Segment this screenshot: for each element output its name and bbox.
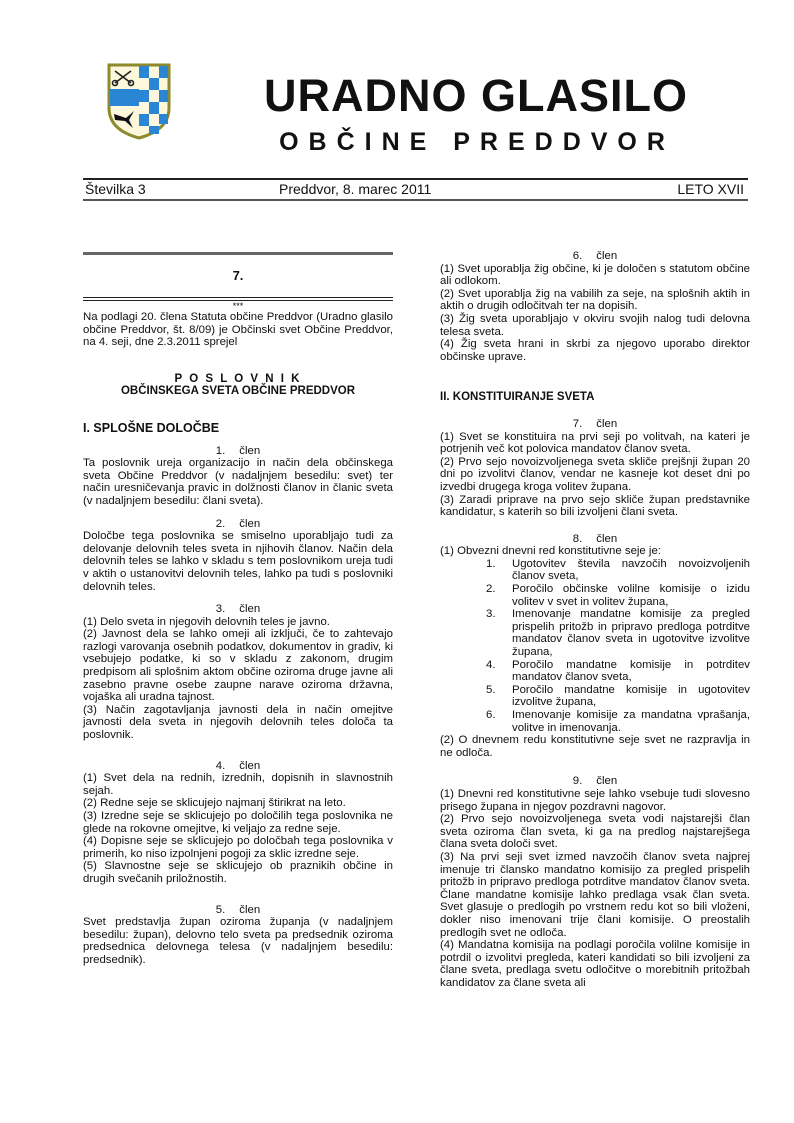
agenda-list — [440, 558, 750, 734]
article-4-para: (1) Svet dela na rednih, izrednih, dopisnih in slavnostnih sejah. — [83, 772, 393, 797]
article-9-para: (1) Dnevni red konstitutivne seje lahko vsebuje tudi slovesno prisego župana in njegov pozdravni nagovor. — [440, 787, 750, 813]
act-number: 7. — [232, 268, 244, 283]
article-2-text: Določbe tega poslovnika se smiselno uporabljajo tudi za delovanje delovnih teles sveta in njihovih članov. Način dela delovnih teles se lahko v skladu s tem poslovnikom ureja tudi v aktih o ustanovitvi delovnih teles, lahko pa tudi s poslovniki delovnih teles. — [83, 530, 393, 593]
article-4-para: (4) Dopisne seje se sklicujejo po določbah tega poslovnika v primerih, ko niso izpolnjeni pogoji za sklic izredne seje. — [83, 835, 393, 860]
article-heading-1: 1. člen — [215, 444, 261, 457]
section-heading-2: II. KONSTITUIRANJE SVETA — [440, 391, 595, 404]
article-4-para: (2) Redne seje se sklicujejo najmanj štirikrat na leto. — [83, 797, 346, 810]
article-9-para: (2) Prvo sejo novoizvoljenega sveta vodi najstarejši član sveta oziroma član sveta, ki ga na predlog najstarejšega člana sveta določi svet. — [440, 813, 750, 851]
agenda-item: 2. Poročilo občinske volilne komisije o izidu volitev v svet in volitev župana, — [486, 583, 750, 608]
article-7-para: (2) Prvo sejo novoizvoljenega sveta skliče prejšnji župan 20 dni po izvolitvi članov, vendar ne kasneje kot deset dni po izvedbi drugega kroga volitev župana. — [440, 455, 750, 493]
article-heading-5: 5. člen — [215, 903, 261, 916]
article-6-para: (4) Žig sveta hrani in skrbi za njegovo uporabo direktor občinske uprave. — [440, 338, 750, 363]
article-heading-4: 4. člen — [215, 759, 261, 772]
article-heading-7: 7. člen — [572, 417, 618, 430]
agenda-item: 1. Ugotovitev števila navzočih novoizvoljenih članov sveta, — [486, 557, 750, 583]
article-4-para: (5) Slavnostne seje se sklicujejo ob praznikih občine in drugih svečanih priložnostih. — [83, 860, 393, 885]
article-heading-6: 6. člen — [572, 250, 618, 262]
right-column — [440, 250, 750, 989]
article-heading-3: 3. člen — [215, 603, 261, 616]
issue-date: Preddvor, 8. marec 2011 — [279, 181, 432, 197]
article-9-para: (3) Na prvi seji svet izmed navzočih članov sveta najprej imenuje tri člansko mandatno komisijo za pregled prispelih pritožb in pripravo predloga potrditve mandatov članov sveta. Člane mandatne komisije lahko predlaga vsak član sveta. Svet glasuje o predlogih po vrstnem redu kot so bili vloženi, dokler niso imenovani trije člani komisije. O preostalih predlogih svet ne odloča. — [440, 850, 750, 939]
article-4-para: (3) Izredne seje se sklicujejo po določilih tega poslovnika ne glede na rokovne omejitve, ki veljajo za redne seje. — [83, 810, 393, 835]
coat-of-arms-logo — [106, 62, 172, 140]
article-3-para: (2) Javnost dela se lahko omeji ali izključi, če to zahtevajo razlogi varovanja osebnih podatkov, dokumentov in gradiv, ki vsebujejo podatke, ki so v skladu z zakonom, drugim predpisom ali splošnim aktom občine oziroma druge javne ali zasebno pravne osebe zaupne narave oziroma državna, vojaška ali uradna tajnost. — [83, 628, 393, 704]
doc-subtitle: OBČINSKEGA SVETA OBČINE PREDDVOR — [120, 385, 356, 398]
article-5-text: Svet predstavlja župan oziroma županja (v nadaljnjem besedilu: župan), delovno telo sveta pa predsednik oziroma predsednica delovnega telesa (v nadaljnjem besedilu: predsednik). — [83, 916, 393, 966]
article-heading-8: 8. člen — [572, 532, 618, 545]
issue-year: LETO XVII — [677, 181, 744, 197]
article-9-para: (4) Mandatna komisija na podlagi poročila volilne komisije in potrdil o izvolitvi pregleda, kateri kandidati so bili izvoljeni za člane sveta, predlaga svetu odločitve o morebitnih pritožbah kandidatov za člane sveta ali — [440, 939, 750, 989]
header-top-rule — [83, 178, 748, 180]
act-rule-1 — [83, 297, 393, 298]
left-column — [83, 301, 393, 967]
article-3-para: (1) Delo sveta in njegovih delovnih teles je javno. — [83, 615, 330, 628]
article-heading-2: 2. člen — [215, 517, 261, 530]
section-heading-1: I. SPLOŠNE DOLOČBE — [83, 420, 220, 435]
act-top-rule — [83, 252, 393, 255]
article-6-para: (2) Svet uporablja žig na vabilih za seje, na splošnih aktih in aktih o drugih odločitvah ter na dopisih. — [440, 287, 750, 313]
preamble: Na podlagi 20. člena Statuta občine Preddvor (Uradno glasilo občine Preddvor, št. 8/09) je Občinski svet Občine Preddvor, na 4. seji, dne 2.3.2011 sprejel — [83, 311, 393, 349]
article-1-text: Ta poslovnik ureja organizacijo in način dela občinskega sveta Občine Preddvor (v nadaljnjem besedilu: svet) ter način uresničevanja pravic in dolžnosti članov in članic sveta (v nadaljnjem besedilu: člani sveta). — [83, 457, 393, 507]
article-7-para: (3) Zaradi priprave na prvo sejo skliče župan predstavnike kandidatur, s katerih so bili izvoljeni člani sveta. — [440, 493, 750, 519]
article-7-para: (1) Svet se konstituira na prvi seji po volitvah, na kateri je potrjenih več kot polovica mandatov članov sveta. — [440, 430, 750, 456]
article-3-para: (3) Način zagotavljanja javnosti dela in način omejitve javnosti dela sveta in njegovih delovnih teles določa ta poslovnik. — [83, 703, 393, 742]
doc-title: P O S L O V N I K — [174, 372, 302, 385]
article-6-para: (1) Svet uporablja žig občine, ki je določen s statutom občine ali odlokom. — [440, 262, 750, 288]
agenda-item: 5. Poročilo mandatne komisije in ugotovitev izvolitve župana, — [486, 683, 750, 709]
article-8-outro: (2) O dnevnem redu konstitutivne seje svet ne razpravlja in ne odloča. — [440, 734, 750, 759]
agenda-item: 3. Imenovanje mandatne komisije za pregled prispelih pritožb in pripravo predloga potrditve mandatov članov sveta in ugotovitve izvolitve župana, — [486, 608, 750, 659]
stars-separator: *** — [232, 301, 244, 311]
publication-subtitle: OBČINE PREDDVOR — [279, 128, 675, 156]
issue-bar — [83, 181, 748, 197]
agenda-item: 4. Poročilo mandatne komisije in potrditev mandatov članov sveta, — [486, 658, 750, 684]
article-heading-9: 9. člen — [572, 775, 618, 788]
article-6-para: (3) Žig sveta uporabljajo v okviru svojih nalog tudi delovna telesa sveta. — [440, 312, 750, 338]
publication-title: URADNO GLASILO — [264, 70, 688, 121]
issue-number: Številka 3 — [85, 181, 146, 197]
header-bottom-rule — [83, 199, 748, 201]
article-8-intro: (1) Obvezni dnevni red konstitutivne seje je: — [440, 545, 661, 558]
agenda-item: 6. Imenovanje komisije za mandatna vprašanja, volitve in imenovanja. — [486, 709, 750, 734]
